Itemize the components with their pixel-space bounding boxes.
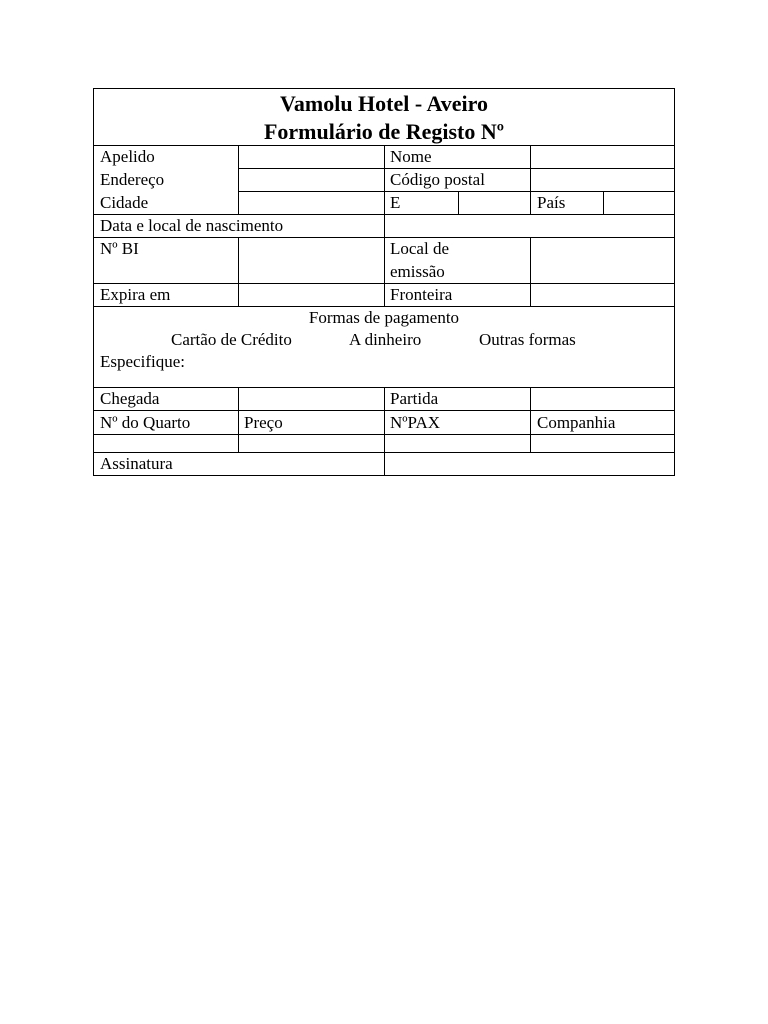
label-estado: E [390,193,401,212]
hotel-title: Vamolu Hotel - Aveiro [280,91,488,116]
label-cidade: Cidade [100,193,149,212]
label-preco: Preço [244,413,283,432]
col-divider [530,191,531,214]
payment-title: Formas de pagamento [308,308,460,327]
label-codigo-postal: Código postal [390,170,485,189]
label-nome: Nome [390,147,432,166]
col-divider [238,237,239,306]
label-expira: Expira em [100,285,171,304]
payment-other: Outras formas [479,330,576,349]
payment-specify: Especifique: [100,352,185,371]
label-nascimento: Data e local de nascimento [100,216,284,235]
row-divider [238,191,674,192]
label-apelido: Apelido [100,147,155,166]
label-companhia: Companhia [537,413,616,432]
col-divider [530,387,531,452]
payment-cash: A dinheiro [349,330,422,349]
col-divider [238,145,239,214]
form-title: Formulário de Registo Nº [263,119,505,144]
payment-credit-card: Cartão de Crédito [171,330,292,349]
label-local-emissao-1: Local de [390,239,449,258]
label-chegada: Chegada [100,389,160,408]
label-partida: Partida [390,389,439,408]
col-divider [603,191,604,214]
col-divider [384,145,385,237]
registration-form [93,88,675,476]
col-divider [238,387,239,452]
label-fronteira: Fronteira [390,285,453,304]
col-divider [530,237,531,306]
col-divider [384,237,385,306]
col-divider [458,191,459,214]
label-local-emissao-2: emissão [390,262,445,281]
label-assinatura: Assinatura [100,454,173,473]
col-divider [530,145,531,191]
label-bi: Nº BI [100,239,139,258]
col-divider [384,387,385,475]
label-pax: NºPAX [390,413,440,432]
label-pais: País [537,193,566,212]
label-quarto: Nº do Quarto [100,413,191,432]
label-endereco: Endereço [100,170,165,189]
